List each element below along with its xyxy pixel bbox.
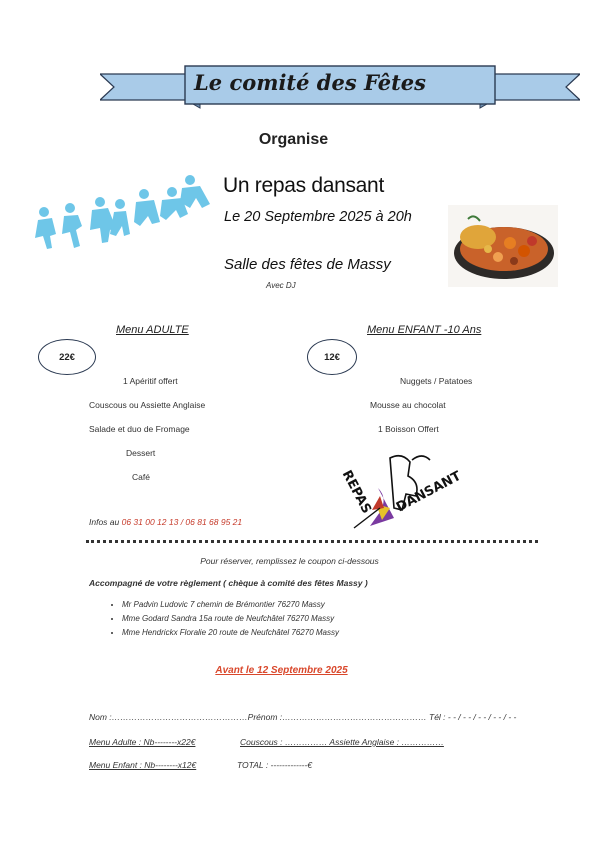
dancing-couple-icon	[350, 448, 480, 530]
contact-item: • Mme Hendrickx Floralie 20 route de Neufchâtel 76270 Massy	[122, 628, 339, 637]
menu-enfant-price	[307, 339, 357, 375]
event-dj: Avec DJ	[266, 281, 296, 290]
logo-word-dansant: DANSANT	[394, 468, 464, 516]
menu-adulte-item: Salade et duo de Fromage	[89, 424, 190, 434]
repas-dansant-logo	[338, 448, 480, 530]
infos-prefix: Infos au	[89, 517, 122, 527]
menu-adulte-price	[38, 339, 96, 375]
organise-label: Organise	[258, 131, 329, 148]
menu-adulte-item: Café	[132, 472, 150, 482]
infos-line	[89, 517, 242, 527]
banner-title: Le comité des Fêtes	[194, 70, 426, 95]
menu-enfant-heading: Menu ENFANT -10 Ans	[367, 324, 482, 336]
form-menu-adulte[interactable]: Menu Adulte : Nb--------x22€	[89, 737, 196, 747]
infos-phones: 06 31 00 12 13 / 06 81 68 95 21	[121, 517, 243, 527]
food-photo	[448, 205, 558, 287]
logo-word-repas: REPAS	[338, 468, 374, 517]
dancers-illustration	[30, 168, 215, 258]
event-date: Le 20 Septembre 2025 à 20h	[224, 209, 412, 225]
form-name-line[interactable]: Nom :…………………………………………Prénom :…………………………………………… Tél : - - / - - / - - / - - / - -	[89, 712, 517, 722]
form-total[interactable]: TOTAL : -------------€	[237, 760, 313, 770]
form-couscous-choice[interactable]: Couscous : …………… Assiette Anglaise : ……………	[240, 737, 444, 747]
contacts-list	[104, 600, 339, 642]
contact-item: • Mme Godard Sandra 15a route de Neufchâtel 76270 Massy	[122, 614, 339, 623]
menu-enfant-price-label: 12€	[324, 351, 340, 363]
cut-line-divider	[86, 540, 538, 543]
menu-adulte-item: Couscous ou Assiette Anglaise	[89, 400, 206, 410]
form-menu-enfant[interactable]: Menu Enfant : Nb--------x12€	[89, 760, 197, 770]
event-title: Un repas dansant	[223, 174, 384, 197]
menu-adulte-item: 1 Apéritif offert	[123, 376, 178, 386]
deadline-notice: Avant le 12 Septembre 2025	[215, 665, 348, 676]
event-venue: Salle des fêtes de Massy	[224, 256, 391, 273]
contact-item: • Mr Padvin Ludovic 7 chemin de Brémontier 76270 Massy	[122, 600, 339, 609]
menu-enfant-item: Mousse au chocolat	[370, 400, 446, 410]
menu-enfant-item: Nuggets / Patatoes	[400, 376, 473, 386]
menu-adulte-item: Dessert	[126, 448, 156, 458]
payment-instruction: Accompagné de votre règlement ( chèque à comité des fêtes Massy )	[89, 578, 368, 588]
menu-adulte-price-label: 22€	[59, 351, 75, 363]
reservation-instruction: Pour réserver, remplissez le coupon ci-dessous	[200, 556, 379, 566]
menu-adulte-heading: Menu ADULTE	[116, 324, 189, 336]
menu-enfant-item: 1 Boisson Offert	[378, 424, 439, 434]
